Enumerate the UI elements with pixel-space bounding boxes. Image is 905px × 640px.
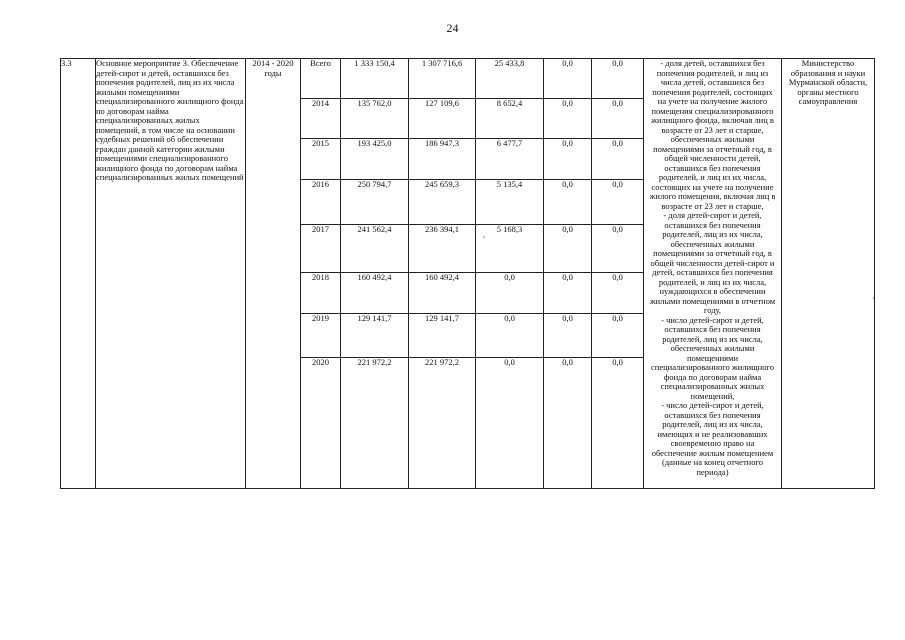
local-budget-cell: 0,0 bbox=[544, 139, 592, 180]
indicator-line: обеспеченных жилыми bbox=[670, 134, 755, 144]
indicator-line: периода) bbox=[696, 466, 729, 477]
other-sources-cell: 0,0 bbox=[592, 59, 644, 99]
indicator-line: родителей, лиц из их числа, bbox=[662, 333, 763, 344]
indicator-line: специализированного жилищного bbox=[651, 362, 774, 372]
total-cell: 1 333 150,4 bbox=[341, 59, 409, 99]
table-row bbox=[61, 59, 875, 99]
local-budget-cell: 0,0 bbox=[544, 273, 592, 314]
indicator-line: своевременно право на bbox=[670, 438, 755, 448]
total-cell: 135 762,0 bbox=[341, 99, 409, 139]
indicator-line: на учете на получение жилого bbox=[657, 96, 768, 106]
indicator-line: нуждающихся в обеспечении bbox=[659, 286, 766, 296]
stray-mark: , bbox=[483, 229, 486, 239]
regional-budget-cell: 245 659,3 bbox=[409, 180, 476, 225]
indicators-cell bbox=[644, 59, 782, 489]
indicator-line: - доля детей, оставшихся без bbox=[660, 58, 765, 68]
other-sources-cell: 0,0 bbox=[592, 314, 644, 358]
indicator-line: помещений, bbox=[690, 390, 735, 401]
indicator-line: общей численности детей, bbox=[664, 153, 761, 163]
federal-budget-cell: 25 433,8 bbox=[476, 59, 544, 99]
regional-budget-cell: 236 394,1 bbox=[409, 225, 476, 273]
local-budget-cell: 0,0 bbox=[544, 314, 592, 358]
indicator-line: возрасте от 23 лет и старше, bbox=[661, 124, 764, 135]
executor-cell: Министерство образования и науки Мурманской области, органы местного самоуправления bbox=[782, 59, 875, 489]
implementation-period: 2014 - 2020 годы bbox=[246, 59, 301, 489]
indicator-line: жилищного фонда, включая лиц в bbox=[651, 115, 774, 125]
activity-name: Основное мероприятие 3. Обеспечение детей-сирот и детей, оставшихся без попечения родителей, лиц из их числа жилыми помещениями специализированного жилищного фонда по договорам найма специализированных жилых помещений, в том числе на основании судебных решений об обеспечении граждан данной категории жилыми помещениями специализированного жилищного фонда по договорам найма специализированных жилых помещений bbox=[96, 59, 246, 489]
year-cell: 2017 bbox=[301, 225, 341, 273]
indicator-line: обеспеченных жилыми bbox=[670, 343, 755, 353]
program-table-body bbox=[61, 59, 875, 489]
indicator-line: помещениями bbox=[686, 352, 739, 363]
total-cell: 241 562,4 bbox=[341, 225, 409, 273]
indicator-line: оставшихся без попечения bbox=[664, 409, 761, 420]
indicator-line: оставшихся без попечения bbox=[664, 162, 761, 173]
indicator-line: фонда по договорам найма bbox=[663, 371, 762, 382]
other-sources-cell: 0,0 bbox=[592, 180, 644, 225]
indicator-line: родителей, и лиц из их числа, bbox=[658, 172, 767, 182]
year-cell: Всего bbox=[301, 59, 341, 99]
local-budget-cell: 0,0 bbox=[544, 59, 592, 99]
indicator-line: родителей, и лиц из их числа, bbox=[658, 276, 767, 287]
year-cell: 2015 bbox=[301, 139, 341, 180]
total-cell: 250 794,7 bbox=[341, 180, 409, 225]
other-sources-cell: 0,0 bbox=[592, 99, 644, 139]
indicator-line: возрасте от 23 лет и старше, bbox=[661, 200, 764, 211]
indicator-line: специализированных жилых bbox=[660, 381, 765, 391]
total-cell: 160 492,4 bbox=[341, 273, 409, 314]
indicator-line: числа детей, оставшихся без bbox=[660, 77, 765, 87]
indicator-line: общей численности детей-сирот и bbox=[650, 257, 775, 268]
regional-budget-cell: 221 972,2 bbox=[409, 358, 476, 489]
indicator-line: (данные на конец отчетного bbox=[662, 457, 763, 467]
other-sources-cell: 0,0 bbox=[592, 273, 644, 314]
regional-budget-cell: 127 109,6 bbox=[409, 99, 476, 139]
indicator-line: - доля детей-сирот и детей, bbox=[663, 210, 762, 220]
indicator-line: оставшихся без попечения bbox=[664, 324, 761, 334]
federal-budget-cell: 5 168,3 bbox=[476, 225, 544, 273]
year-cell: 2020 bbox=[301, 358, 341, 489]
indicator-line: помещениями за отчетный год, в bbox=[653, 143, 772, 154]
program-table bbox=[60, 58, 875, 489]
indicator-line: - число детей-сирот и детей, bbox=[661, 314, 764, 325]
federal-budget-cell: 0,0 bbox=[476, 314, 544, 358]
indicator-line: - число детей-сирот и детей, bbox=[661, 400, 764, 410]
regional-budget-cell: 129 141,7 bbox=[409, 314, 476, 358]
indicator-line: попечения родителей, и лиц из bbox=[656, 67, 769, 78]
indicator-line: помещениями за отчетный год, в bbox=[653, 248, 772, 258]
indicator-line: оставшихся без попечения bbox=[664, 219, 761, 230]
indicator-line: обеспеченных жилыми bbox=[670, 238, 755, 249]
federal-budget-cell: 0,0 bbox=[476, 273, 544, 314]
stray-mark: · bbox=[872, 293, 875, 303]
indicator-line: родителей, лиц из их числа, bbox=[662, 419, 763, 429]
total-cell: 221 972,2 bbox=[341, 358, 409, 489]
federal-budget-cell: 0,0 bbox=[476, 358, 544, 489]
regional-budget-cell: 186 947,3 bbox=[409, 139, 476, 180]
indicator-line: жилыми помещениями в отчетном bbox=[649, 295, 776, 306]
regional-budget-cell: 1 307 716,6 bbox=[409, 59, 476, 99]
indicator-line: состоящих на учете на получение bbox=[651, 181, 774, 192]
row-number: 3.3 bbox=[61, 59, 96, 489]
local-budget-cell: 0,0 bbox=[544, 180, 592, 225]
indicator-line: году, bbox=[703, 305, 722, 315]
local-budget-cell: 0,0 bbox=[544, 99, 592, 139]
other-sources-cell: 0,0 bbox=[592, 225, 644, 273]
indicator-line: попечения родителей, состоящих bbox=[652, 86, 773, 97]
indicator-line: родителей, лиц из их числа, bbox=[662, 229, 763, 239]
indicator-line: детей, оставшихся без попечения bbox=[652, 267, 773, 277]
regional-budget-cell: 160 492,4 bbox=[409, 273, 476, 314]
year-cell: 2019 bbox=[301, 314, 341, 358]
total-cell: 129 141,7 bbox=[341, 314, 409, 358]
total-cell: 193 425,0 bbox=[341, 139, 409, 180]
year-cell: 2014 bbox=[301, 99, 341, 139]
page-number: 24 bbox=[446, 21, 459, 35]
federal-budget-cell: 5 135,4 bbox=[476, 180, 544, 225]
year-cell: 2016 bbox=[301, 180, 341, 225]
indicator-line: помещения специализированного bbox=[651, 105, 774, 116]
indicator-line: обеспечение жилым помещением bbox=[651, 447, 774, 458]
local-budget-cell: 0,0 bbox=[544, 358, 592, 489]
other-sources-cell: 0,0 bbox=[592, 139, 644, 180]
indicator-line: имеющих и не реализовавших bbox=[657, 428, 768, 439]
local-budget-cell: 0,0 bbox=[544, 225, 592, 273]
indicator-line: жилого помещения, включая лиц в bbox=[649, 191, 776, 201]
year-cell: 2018 bbox=[301, 273, 341, 314]
other-sources-cell: 0,0 bbox=[592, 358, 644, 489]
federal-budget-cell: 6 477,7 bbox=[476, 139, 544, 180]
federal-budget-cell: 8 652,4 bbox=[476, 99, 544, 139]
